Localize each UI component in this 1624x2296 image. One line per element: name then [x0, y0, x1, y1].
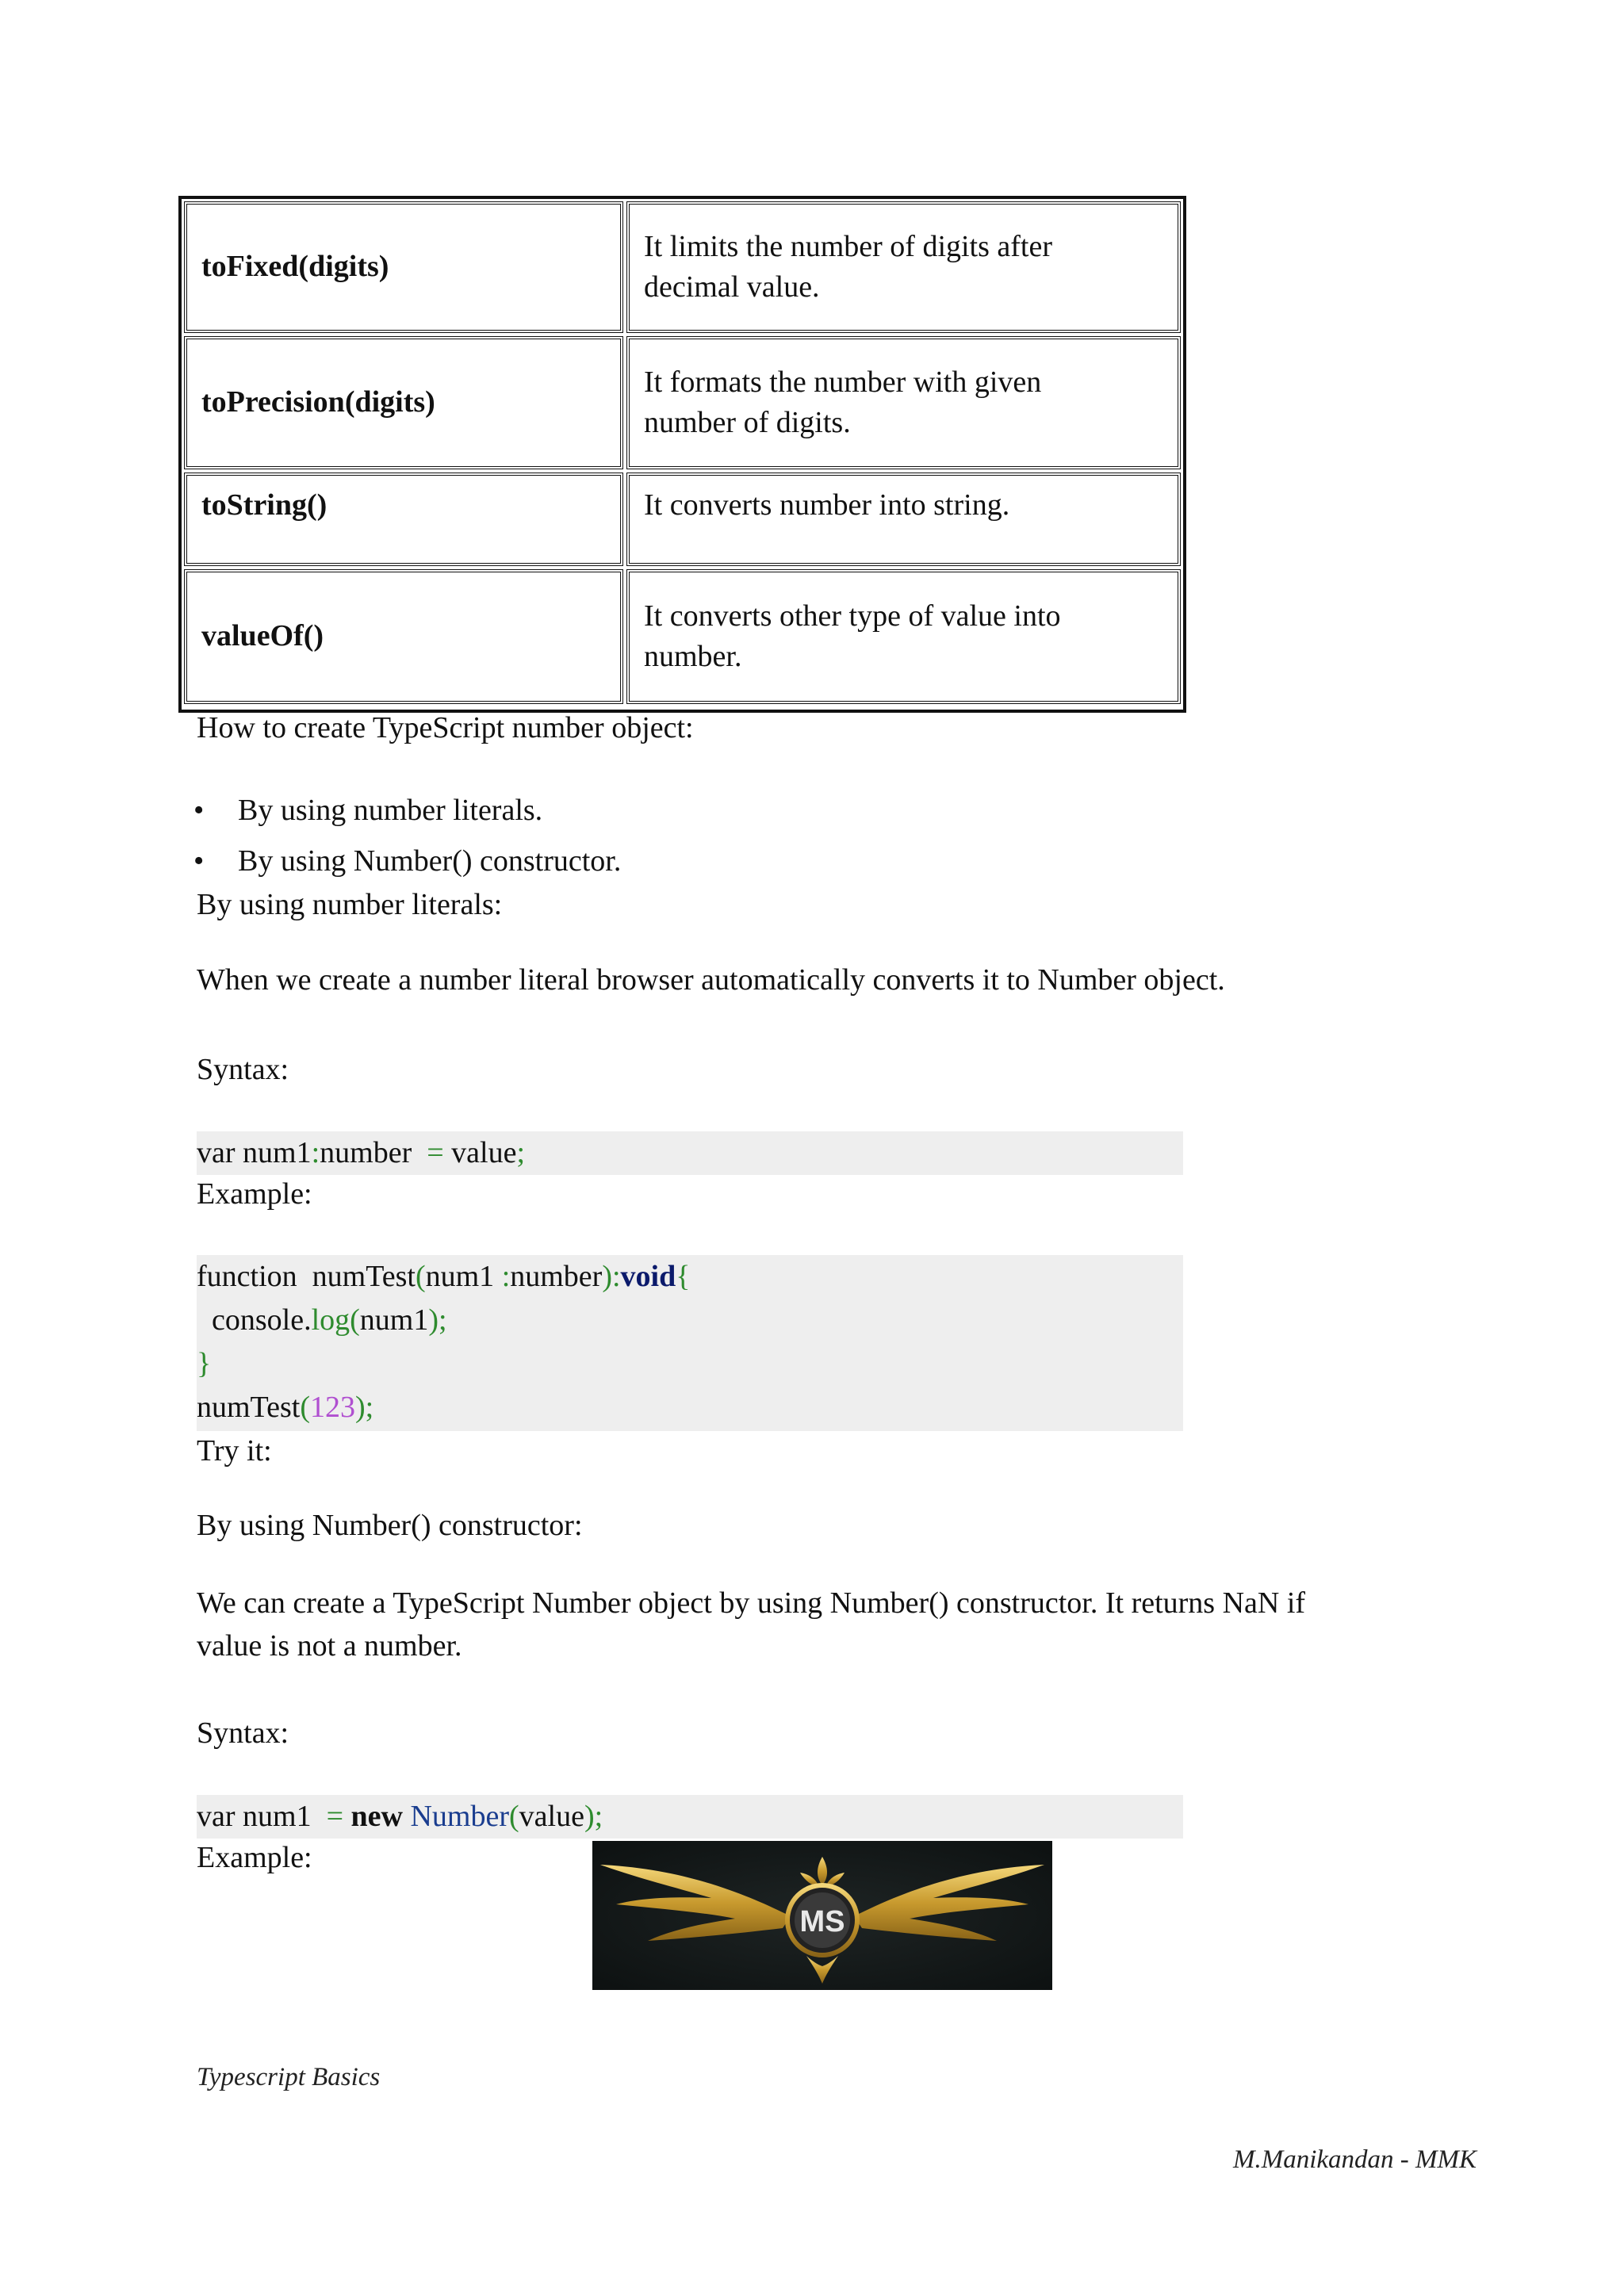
list-item: • By using Number() constructor. — [238, 836, 621, 886]
table-row — [184, 336, 1181, 469]
example-label: Example: — [197, 1841, 312, 1874]
logo-text: MS — [799, 1905, 845, 1938]
method-name: toPrecision(digits) — [184, 336, 623, 469]
methods-table — [178, 196, 1186, 713]
method-name: toFixed(digits) — [184, 201, 623, 333]
method-name: valueOf() — [184, 569, 623, 704]
footer-author: M.Manikandan - MMK — [1232, 2145, 1477, 2174]
method-description: It limits the number of digits after decimal value. — [626, 201, 1181, 333]
method-description: It converts number into string. — [626, 473, 1181, 566]
code-block-syntax-constructor: var num1 = new Number(value); — [197, 1795, 1183, 1839]
para-literals: When we create a number literal browser automatically converts it to Number object. — [197, 963, 1225, 997]
table-row — [184, 201, 1181, 333]
winged-ms-logo-icon — [592, 1841, 1052, 1990]
table-row — [184, 569, 1181, 704]
bullet-list — [238, 785, 621, 886]
para-constructor: We can create a TypeScript Number object by using Number() constructor. It returns NaN if value is not a number. — [197, 1586, 1306, 1663]
try-it-link[interactable]: Try it: — [197, 1434, 272, 1468]
list-item: • By using number literals. — [238, 785, 621, 836]
table-row — [184, 473, 1181, 566]
method-name: toString() — [184, 473, 623, 566]
example-label: Example: — [197, 1177, 312, 1211]
code-block-example: function numTest(num1 :number):void{ console.log(num1); } numTest(123); — [197, 1255, 1183, 1431]
heading-literals: By using number literals: — [197, 888, 503, 921]
method-description: It converts other type of value into number. — [626, 569, 1181, 704]
heading-create: How to create TypeScript number object: — [197, 711, 694, 744]
heading-constructor: By using Number() constructor: — [197, 1509, 583, 1542]
syntax-label: Syntax: — [197, 1716, 289, 1750]
footer-title: Typescript Basics — [197, 2063, 381, 2091]
syntax-label: Syntax: — [197, 1053, 289, 1086]
method-description: It formats the number with given number of digits. — [626, 336, 1181, 469]
code-block-syntax: var num1:number = value; — [197, 1131, 1183, 1175]
